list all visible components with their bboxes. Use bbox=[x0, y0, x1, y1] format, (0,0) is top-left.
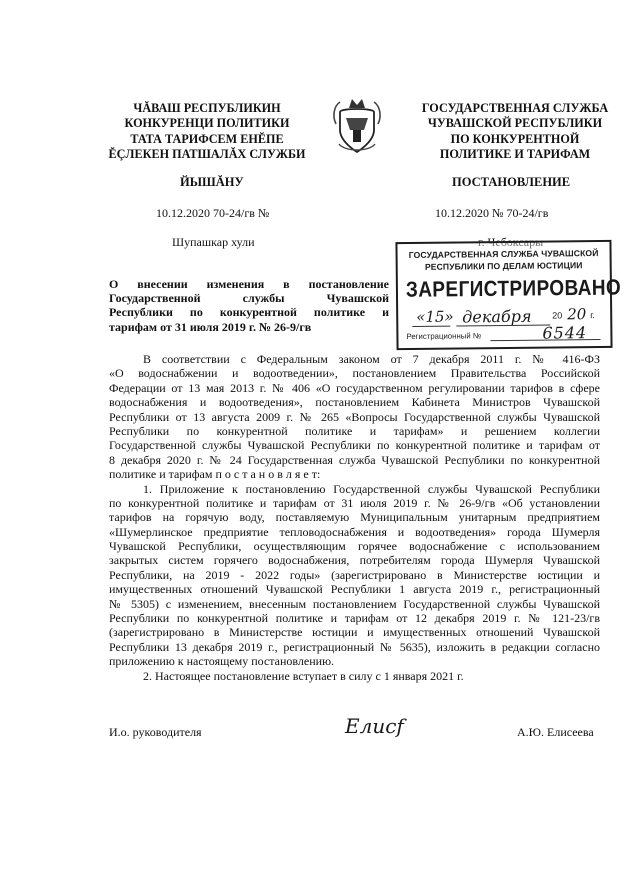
stamp-day: «15» bbox=[416, 307, 454, 326]
place-russian: г. Чебоксары bbox=[478, 235, 544, 249]
body-line: В соответствии с Федеральным законом от 7 декабря 2011 г. № 416-ФЗ bbox=[143, 352, 600, 366]
stamp-year-prefix: 20 bbox=[552, 310, 563, 321]
body-line: Государственной службы Чувашской Республики по конкурентной политике и тарифам от bbox=[109, 438, 600, 453]
stamp-org-line: ГОСУДАРСТВЕННАЯ СЛУЖБА ЧУВАШСКОЙ bbox=[408, 248, 599, 260]
header-right-org bbox=[400, 101, 630, 163]
header-right-line: ПОЛИТИКЕ И ТАРИФАМ bbox=[439, 147, 591, 162]
header-left-line: ĔÇЛЕКЕН ПАТШАЛĂХ СЛУЖБИ bbox=[108, 147, 306, 162]
body-line: Республики, на 2019 - 2022 годы» (зарегистрировано в Министерстве юстиции и bbox=[109, 567, 600, 582]
body-line: «Шумерлинское предприятие тепловодоснабжения и водоотведения» города Шумерля bbox=[109, 524, 600, 539]
document-body bbox=[109, 352, 600, 683]
signer-position: И.о. руководителя bbox=[109, 725, 202, 739]
body-line: № 5305) с изменением, внесенным постановлением Государственной службы Чувашской bbox=[109, 596, 600, 611]
stamp-title: ЗАРЕГИСТРИРОВАНО bbox=[405, 276, 622, 303]
signer-name: А.Ю. Елисеева bbox=[517, 725, 594, 739]
body-line: Федерации от 13 мая 2013 г. № 406 «О государственном регулировании тарифов в сфере bbox=[109, 380, 600, 395]
subject-line: О внесении изменения в постановление bbox=[109, 277, 389, 291]
body-line: Республики 13 декабря 2019 г., регистрационный № 5635), изложить в редакции согласно bbox=[109, 639, 600, 654]
body-line: (зарегистрировано в Министерстве юстиции и имущественных отношений Чувашской bbox=[109, 625, 600, 640]
header-left-line: ТАТА ТАРИФСЕМ ЕНĔПЕ bbox=[130, 131, 284, 146]
subject-line: Государственной службы Чувашской bbox=[109, 291, 389, 306]
subject-line: Республики по конкурентной политике и bbox=[109, 305, 389, 320]
header-right-line: ПО КОНКУРЕНТНОЙ bbox=[450, 131, 580, 146]
header-right-line: ГОСУДАРСТВЕННАЯ СЛУЖБА bbox=[421, 101, 609, 115]
stamp-month: декабря bbox=[462, 306, 532, 327]
stamp-reg-label: Регистрационный № bbox=[406, 331, 482, 342]
doc-kind-russian: ПОСТАНОВЛЕНИЕ bbox=[452, 175, 571, 189]
chuvash-emblem-icon bbox=[331, 94, 383, 156]
body-line: 2. Настоящее постановление вступает в силу с 1 января 2021 г. bbox=[143, 668, 464, 683]
stamp-year-unit: г. bbox=[590, 310, 595, 321]
registration-stamp bbox=[395, 240, 622, 350]
doc-number-russian: 10.12.2020 № 70-24/гв bbox=[435, 206, 549, 220]
body-line: по конкурентной политике и тарифам от 31 июля 2019 г. № 26-9/гв «Об установлении bbox=[109, 495, 600, 510]
body-line: Республики по конкурентной политике и тарифам» и решением коллегии bbox=[109, 423, 600, 438]
body-line: имущественных отношений Чувашской Республики 1 августа 2019 г., регистрационный bbox=[109, 582, 600, 597]
body-line: 8 декабря 2020 г. № 24 Государственная служба Чувашской Республики по конкурентной bbox=[109, 452, 600, 467]
subject-line: тарифам от 31 июля 2019 г. № 26-9/гв bbox=[109, 319, 312, 334]
stamp-reg-number: 6544 bbox=[542, 323, 588, 343]
body-line: приложению к настоящему постановлению. bbox=[109, 654, 335, 669]
body-line: политике и тарифам п о с т а н о в л я е т: bbox=[109, 467, 321, 482]
place-chuvash: Шупашкар хули bbox=[172, 235, 255, 249]
body-line: закрытых систем горячего водоснабжения, потребителям города Шумерля Чувашской bbox=[109, 553, 600, 568]
body-line: тарифов на горячую воду, поставляемую Муниципальным унитарным предприятием bbox=[109, 510, 600, 525]
body-line: Чувашской Республики, осуществляющим горячее водоснабжение с использованием bbox=[109, 539, 600, 554]
body-line: Республики по конкурентной политике и тарифам от 12 декабря 2019 г. № 121-23/гв bbox=[109, 611, 600, 626]
body-line: водоснабжения и водоотведения», постановлением Кабинета Министров Чувашской bbox=[109, 395, 600, 410]
header-left-org bbox=[92, 101, 322, 163]
body-line: Республики от 13 августа 2009 г. № 265 «Вопросы Государственной службы Чувашской bbox=[109, 409, 600, 424]
header-left-line: ЧĂВАШ РЕСПУБЛИКИН bbox=[133, 101, 281, 115]
header-left-line: КОНКУРЕНЦИ ПОЛИТИКИ bbox=[124, 116, 290, 131]
body-line: 1. Приложение к постановлению Государственной службы Чувашской Республики bbox=[143, 481, 600, 496]
stamp-org-line: РЕСПУБЛИКИ ПО ДЕЛАМ ЮСТИЦИИ bbox=[424, 260, 583, 272]
body-line: «О водоснабжении и водоотведении», постановлением Правительства Российской bbox=[109, 366, 600, 381]
document-subject bbox=[109, 277, 389, 334]
stamp-registration bbox=[404, 323, 604, 344]
doc-kind-chuvash: ЙЫШĂНУ bbox=[180, 175, 244, 189]
stamp-year: 20 bbox=[567, 305, 587, 324]
doc-number-chuvash: 10.12.2020 70-24/гв № bbox=[156, 206, 270, 220]
handwritten-signature bbox=[345, 714, 425, 744]
header-right-line: ЧУВАШСКОЙ РЕСПУБЛИКИ bbox=[427, 116, 603, 131]
signature-scrawl: Елисf bbox=[345, 714, 404, 738]
